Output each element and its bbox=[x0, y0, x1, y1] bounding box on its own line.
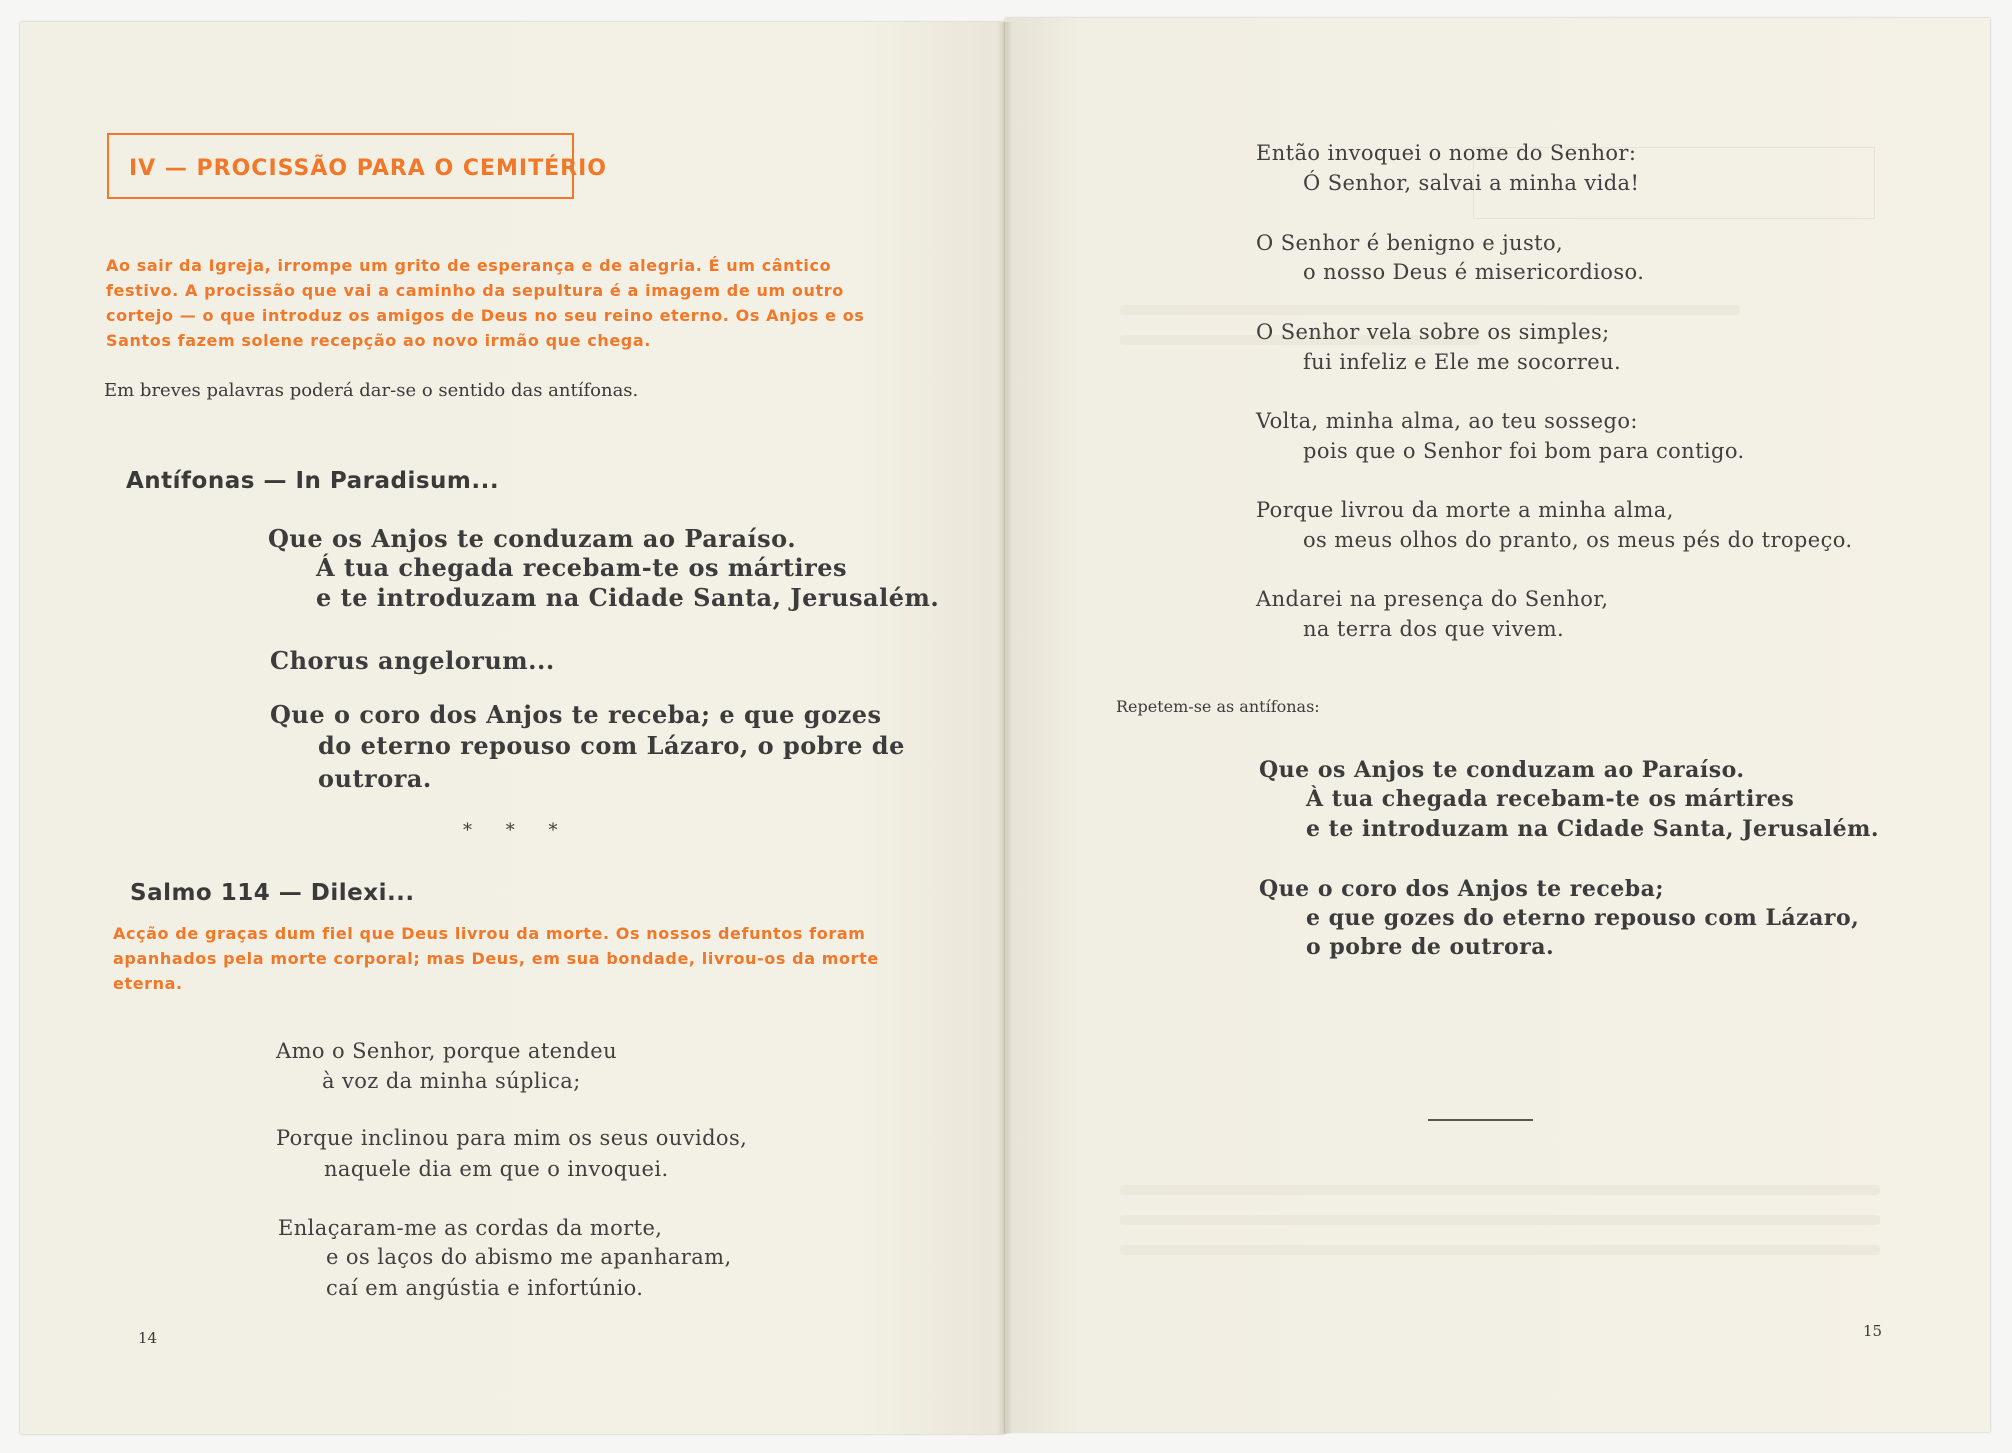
chorus-line: o pobre de outrora. bbox=[1306, 934, 1555, 960]
psalm-line: à voz da minha súplica; bbox=[322, 1069, 581, 1093]
closing-rule bbox=[1428, 1119, 1533, 1121]
psalm-line: O Senhor é benigno e justo, bbox=[1256, 231, 1564, 255]
section-title: IV — PROCISSÃO PARA O CEMITÉRIO bbox=[129, 156, 607, 181]
show-through-line bbox=[1120, 305, 1740, 315]
psalm-line: Ó Senhor, salvai a minha vida! bbox=[1303, 171, 1640, 195]
psalm-line: os meus olhos do pranto, os meus pés do tropeço. bbox=[1303, 528, 1853, 552]
antiphon-line: e te introduzam na Cidade Santa, Jerusalém. bbox=[316, 583, 940, 612]
antiphon-line: Á tua chegada recebam-te os mártires bbox=[316, 553, 848, 582]
repeat-note: Repetem-se as antífonas: bbox=[1116, 697, 1320, 716]
note-line: Em breves palavras poderá dar-se o sentido das antífonas. bbox=[104, 380, 639, 401]
chorus-heading: Chorus angelorum... bbox=[270, 646, 555, 675]
psalm-line: O Senhor vela sobre os simples; bbox=[1256, 320, 1610, 344]
show-through-line bbox=[1120, 1245, 1880, 1255]
psalm-line: naquele dia em que o invoquei. bbox=[324, 1157, 669, 1181]
psalm-line: o nosso Deus é misericordioso. bbox=[1303, 260, 1645, 284]
section-separator: * * * bbox=[463, 820, 572, 841]
chorus-line: Que o coro dos Anjos te receba; e que gozes bbox=[270, 700, 882, 729]
psalm-line: Andarei na presença do Senhor, bbox=[1256, 587, 1609, 611]
psalm-line: pois que o Senhor foi bom para contigo. bbox=[1303, 439, 1745, 463]
psalm-line: fui infeliz e Ele me socorreu. bbox=[1303, 350, 1622, 374]
psalm-line: Então invoquei o nome do Senhor: bbox=[1256, 141, 1637, 165]
psalm-line: Enlaçaram-me as cordas da morte, bbox=[278, 1216, 663, 1240]
psalm-heading: Salmo 114 — Dilexi... bbox=[130, 880, 415, 906]
antiphon-line: e te introduzam na Cidade Santa, Jerusalém. bbox=[1306, 816, 1880, 842]
antiphon-line: À tua chegada recebam-te os mártires bbox=[1306, 786, 1795, 812]
psalm-rubric: Acção de graças dum fiel que Deus livrou da morte. Os nossos defuntos foram apanhados pela morte corporal; mas Deus, em sua bondade, livrou-os da morte eterna. bbox=[113, 924, 879, 993]
antiphon-line: Que os Anjos te conduzam ao Paraíso. bbox=[268, 524, 797, 553]
show-through-line bbox=[1120, 1215, 1880, 1225]
intro-rubric: Ao sair da Igreja, irrompe um grito de esperança e de alegria. É um cântico festivo. A procissão que vai a caminho da sepultura é a imagem de um outro cortejo — o que introduz os amigos de Deus no seu reino eterno. Os Anjos e os Santos fazem solene recepção ao novo irmão que chega. bbox=[106, 256, 865, 350]
psalm-line: na terra dos que vivem. bbox=[1303, 617, 1565, 641]
chorus-line: do eterno repouso com Lázaro, o pobre de bbox=[318, 731, 905, 760]
page-number: 14 bbox=[138, 1329, 158, 1347]
psalm-line: Volta, minha alma, ao teu sossego: bbox=[1256, 409, 1638, 433]
chorus-line: outrora. bbox=[318, 764, 432, 793]
antiphon-heading: Antífonas — In Paradisum... bbox=[126, 468, 500, 494]
psalm-line: Porque inclinou para mim os seus ouvidos, bbox=[276, 1126, 748, 1150]
psalm-line: Porque livrou da morte a minha alma, bbox=[1256, 498, 1674, 522]
psalm-line: Amo o Senhor, porque atendeu bbox=[276, 1039, 618, 1063]
chorus-line: e que gozes do eterno repouso com Lázaro, bbox=[1306, 905, 1860, 931]
psalm-line: caí em angústia e infortúnio. bbox=[326, 1276, 644, 1300]
book-gutter bbox=[997, 22, 1013, 1434]
antiphon-line: Que os Anjos te conduzam ao Paraíso. bbox=[1259, 757, 1745, 783]
show-through-line bbox=[1120, 1185, 1880, 1195]
chorus-line: Que o coro dos Anjos te receba; bbox=[1259, 876, 1665, 902]
page-number: 15 bbox=[1863, 1322, 1883, 1340]
psalm-line: e os laços do abismo me apanharam, bbox=[326, 1245, 732, 1269]
